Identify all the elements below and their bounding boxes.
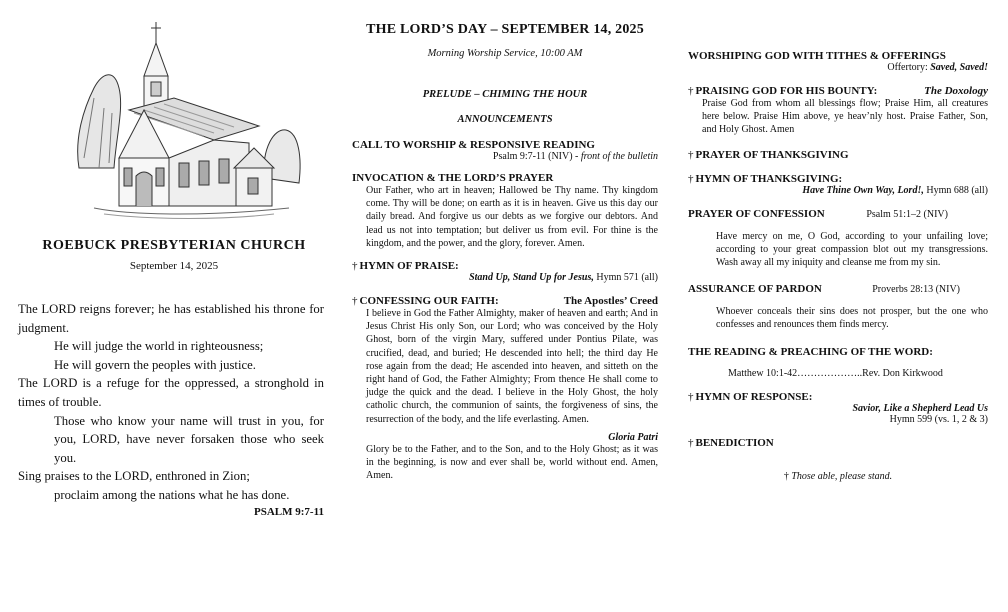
psalm-line: proclaim among the nations what he has done. [54, 487, 290, 502]
hymn-thanks-line [688, 185, 988, 196]
psalm-line: The LORD is a refuge for the oppressed, a stronghold in times of trouble. [18, 376, 324, 409]
hymn-thanks-label: HYMN OF THANKSGIVING: [695, 172, 843, 185]
reading-heading: THE READING & PREACHING OF THE WORD: [688, 345, 933, 358]
confessing-label: CONFESSING OUR FAITH: [359, 295, 499, 308]
confession-heading [688, 208, 988, 220]
thanks-prayer-heading [688, 149, 988, 161]
hymn-response-number: Hymn 599 (vs. 1, 2 & 3) [889, 413, 988, 425]
hymn-praise-label: HYMN OF PRAISE: [359, 260, 459, 273]
pardon-ref: Proverbs 28:13 (NIV) [872, 284, 960, 296]
hymn-praise-heading [352, 260, 658, 272]
stand-dagger-icon: † [352, 295, 358, 308]
stand-dagger-icon: † [688, 436, 694, 449]
hymn-praise-line [352, 272, 658, 283]
stand-dagger-icon: † [688, 172, 694, 185]
call-to-worship-heading: CALL TO WORSHIP & RESPONSIVE READING [352, 139, 595, 151]
bounty-heading [688, 85, 988, 97]
hymn-thanks-heading [688, 173, 988, 185]
pardon-label: ASSURANCE OF PARDON [688, 283, 822, 296]
psalm-line: The LORD reigns forever; he has established his throne for judgment. [18, 302, 324, 335]
creed-name: The Apostles’ Creed [563, 295, 658, 308]
psalm-line: Those who know your name will trust in you, for you, LORD, have never forsaken those who seek you. [54, 413, 324, 465]
hymn-thanks-title: Have Thine Own Way, Lord!, [802, 184, 924, 196]
hymn-thanks-number: Hymn 688 (all) [923, 184, 988, 196]
offertory-label: Offertory: [887, 62, 931, 73]
call-ref-note: front of the bulletin [580, 151, 658, 162]
call-to-worship-ref [352, 151, 658, 162]
hymn-praise-number: Hymn 571 (all) [593, 272, 658, 284]
prelude: PRELUDE – CHIMING THE HOUR [422, 89, 588, 100]
service-title: THE LORD’S DAY – SEPTEMBER 14, 2025 [366, 22, 644, 37]
benediction-label: BENEDICTION [695, 436, 774, 449]
church-date: September 14, 2025 [129, 260, 219, 272]
apostles-creed: I believe in God the Father Almighty, maker of heaven and earth; And in Jesus Christ His only Son, our Lord; who was conceived by the Holy Ghost, born of the virgin Mary, suffered under Pontius Pilate, was crucified, dead, and buried; He descended into hell; the third day He rose again from the dead; He ascended into heaven, and sitteth on the right hand of God, the Father Almighty; From thence He shall come to judge the quick and the dead. I believe in the Holy Ghost, the holy catholic church, the communion of saints, the forgiveness of sins, the resurrection of the body, and the life everlasting. Amen. [366, 308, 658, 425]
hymn-response-label: HYMN OF RESPONSE: [695, 390, 813, 403]
hymn-response-heading [688, 391, 988, 403]
thanks-prayer-label: PRAYER OF THANKSGIVING [695, 148, 849, 161]
call-ref-text: Psalm 9:7-11 (NIV) - [492, 151, 581, 162]
right-column [688, 0, 988, 482]
pardon-text: Whoever conceals their sins does not prosper, but the one who confesses and renounces them finds mercy. [716, 306, 988, 331]
confession-ref: Psalm 51:1–2 (NIV) [866, 208, 948, 220]
psalm-reference: PSALM 9:7-11 [254, 505, 324, 518]
gloria-patri: Glory be to the Father, and to the Son, and to the Holy Ghost; as it was in the beginning, is now and ever shall be, world without end. Amen, Amen. [366, 443, 658, 482]
middle-column [352, 0, 658, 482]
pardon-heading [688, 283, 988, 295]
footnote [688, 471, 988, 482]
tithes-heading: WORSHIPING GOD WITH TITHES & OFFERINGS [688, 50, 946, 62]
hymn-praise-title: Stand Up, Stand Up for Jesus, [469, 272, 594, 284]
psalm-line: Sing praises to the LORD, enthroned in Zion; [18, 469, 250, 484]
psalm-line: He will judge the world in righteousness; [54, 339, 264, 354]
invocation-heading: INVOCATION & THE LORD’S PRAYER [352, 172, 554, 184]
gloria-heading: Gloria Patri [608, 431, 658, 443]
lords-prayer: Our Father, who art in heaven; Hallowed be Thy name. Thy kingdom come. Thy will be done; on earth as it is in heaven. Give us this day our daily bread. And forgive us our debts as we forgive our debtors. And lead us not into temptation; but deliver us from evil. For thine is the kingdom, and the power, and the glory, forever. Amen. [366, 185, 658, 249]
psalm-passage [18, 300, 324, 521]
stand-dagger-icon: † [688, 390, 694, 403]
stand-dagger-icon: † [688, 148, 694, 161]
doxology-text: Praise God from whom all blessings flow; Praise Him, all creatures here below. Praise Him above, ye heav’nly host. Praise Father, Son, and Holy Ghost. Amen [702, 98, 988, 136]
benediction-heading [688, 437, 988, 449]
announcements: ANNOUNCEMENTS [457, 114, 553, 125]
confession-text: Have mercy on me, O God, according to your unfailing love; according to your great compassion blot out my transgressions. Wash away all my iniquity and cleanse me from my sin. [716, 230, 988, 269]
footnote-text: Those able, please stand. [791, 470, 893, 482]
stand-dagger-icon: † [352, 260, 358, 273]
hymn-response-title-line [688, 403, 988, 414]
hymn-response-title: Savior, Like a Shepherd Lead Us [852, 402, 988, 414]
confessing-heading [352, 295, 658, 307]
church-illustration [74, 18, 304, 223]
confession-label: PRAYER OF CONFESSION [688, 207, 825, 220]
psalm-line: He will govern the peoples with justice. [54, 357, 256, 372]
offertory-title: Saved, Saved! [930, 62, 988, 73]
reading-line: Matthew 10:1-42………………..Rev. Don Kirkwood [728, 367, 943, 379]
service-time: Morning Worship Service, 10:00 AM [427, 48, 583, 59]
gloria-heading-line [352, 432, 658, 443]
church-name: ROEBUCK PRESBYTERIAN CHURCH [42, 238, 306, 253]
stand-dagger-icon: † [688, 85, 694, 97]
doxology-title: The Doxology [924, 85, 988, 97]
stand-dagger-icon: † [783, 470, 789, 482]
bounty-label: PRAISING GOD FOR HIS BOUNTY: [695, 85, 878, 97]
offertory-line [688, 62, 988, 73]
